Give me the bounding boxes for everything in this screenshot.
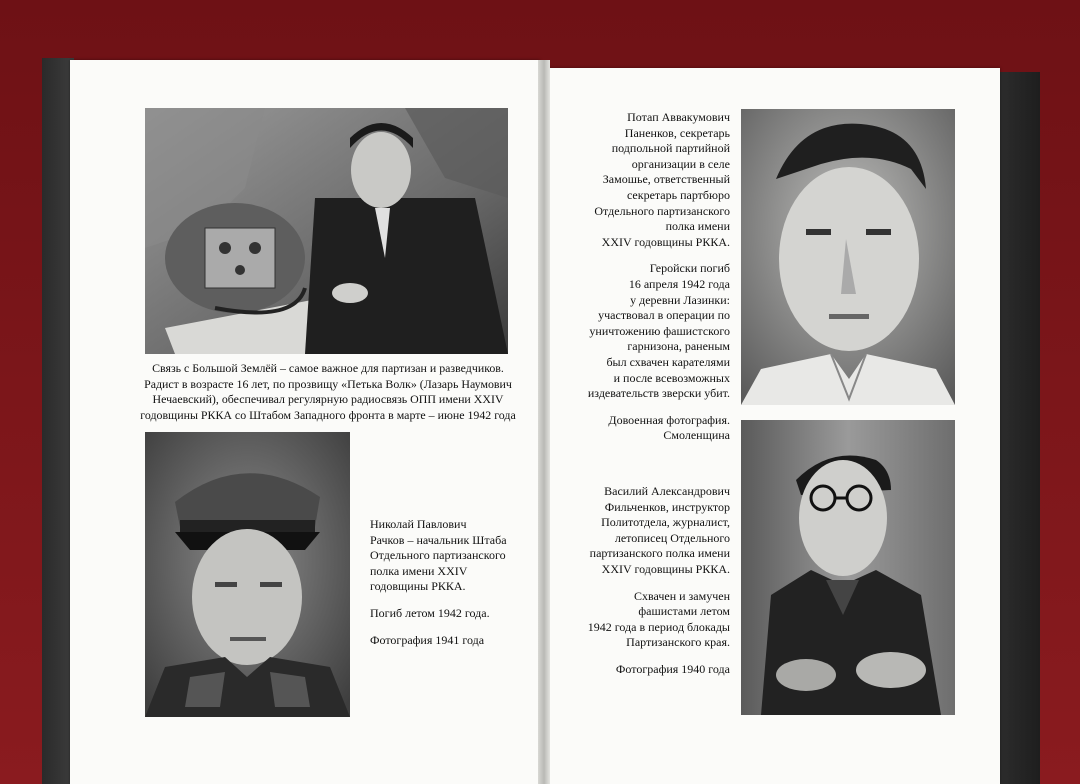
caption-line: полка имени XXIV [370,563,468,578]
caption-line: Политотдела, журналист, [601,515,730,530]
caption-line: Замошье, ответственный [602,172,730,187]
radio-operator-photo [145,108,508,354]
caption-line: издевательств зверски убит. [587,386,730,401]
rachkov-caption [370,517,530,648]
caption-line: секретарь партбюро [626,187,730,202]
caption-line: годовщины РККА. [370,579,466,594]
book-gutter [538,60,550,784]
caption-line: Паненков, секретарь [624,125,730,140]
caption-line: Потап Аввакумович [627,110,730,124]
radio-photo-caption [140,361,516,423]
caption-line: 1942 года в период блокады [587,619,730,634]
panenkov-caption [570,110,730,444]
caption-line: Геройски погиб [649,261,730,276]
caption-line: Николай Павлович [370,517,467,531]
caption-line: Отдельного партизанского [370,548,506,563]
caption-line: 16 апреля 1942 года [628,276,730,291]
caption-line: XXIV годовщины РККА. [601,234,730,249]
caption-line: у деревни Лазинки: [630,292,730,307]
caption-line: годовщины РККА со Штабом Западного фронта в марте – июне 1942 года [140,407,516,422]
panenkov-photo [741,109,955,405]
caption-line: летописец Отдельного [614,530,730,545]
caption-line: партизанского полка имени [589,546,730,561]
caption-line: участвовал в операции по [598,308,730,323]
photo-note: Фотография 1940 года [615,661,730,676]
caption-line: организации в селе [631,156,730,171]
filchenkov-photo [741,420,955,715]
caption-line: и после всевозможных [613,370,730,385]
caption-line: Связь с Большой Землёй – самое важное для партизан и разведчиков. [152,361,504,375]
book-cover-right-edge [1000,72,1040,784]
caption-line: Рачков – начальник Штаба [370,532,507,547]
caption-line: Смоленщина [663,428,730,443]
death-note: Погиб летом 1942 года. [370,605,490,620]
caption-line: Нечаевский), обеспечивал регулярную радиосвязь ОПП имени XXIV [152,392,504,407]
caption-line: был схвачен карателями [606,354,730,369]
caption-line: XXIV годовщины РККА. [601,561,730,576]
caption-line: Довоенная фотография. [608,412,730,427]
caption-line: подпольной партийной [611,141,730,156]
caption-line: гарнизона, раненым [627,339,730,354]
caption-line: фашистами летом [638,604,730,619]
caption-line: Радист в возрасте 16 лет, по прозвищу «Петька Волк» (Лазарь Наумович [144,376,512,391]
caption-line: уничтожению фашистского [589,323,730,338]
rachkov-photo [145,432,350,717]
filchenkov-caption [570,484,730,678]
caption-line: Василий Александрович [604,484,730,498]
caption-line: Партизанского края. [626,635,730,650]
caption-line: Схвачен и замучен [633,588,730,603]
caption-line: полка имени [665,219,730,234]
caption-line: Отдельного партизанского [594,203,730,218]
caption-line: Фильченков, инструктор [604,499,730,514]
photo-note: Фотография 1941 года [370,632,485,647]
